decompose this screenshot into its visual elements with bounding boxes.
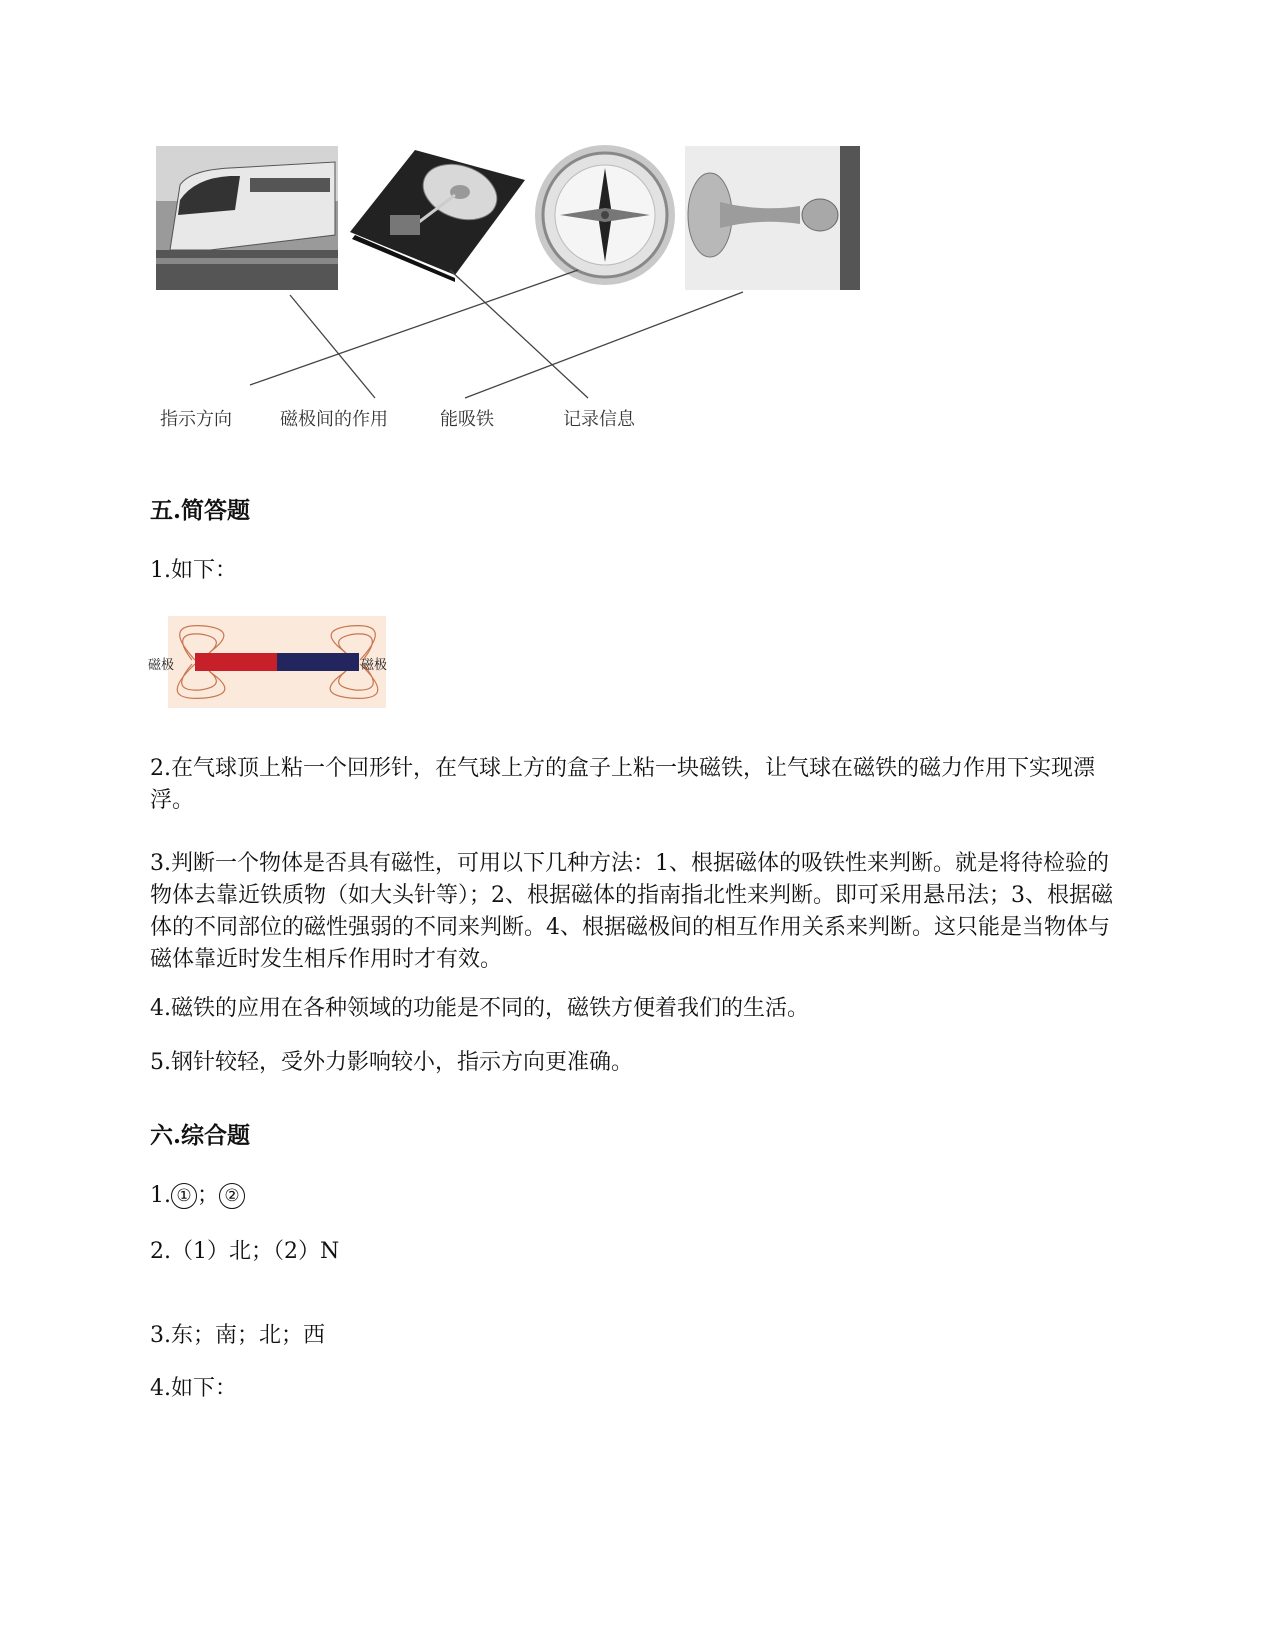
magnet-pole-right-label: 磁极 [361,658,388,673]
magnet-pole-left-label: 磁极 [148,658,175,673]
matching-figure [150,140,880,430]
label-record-info: 记录信息 [563,409,635,430]
matching-figure-svg [150,140,880,430]
compass-image [535,145,675,285]
circled-two: ② [219,1183,245,1209]
section-6-q2: 2.（1）北；（2）N [150,1239,340,1264]
section-5-q3: 3.判断一个物体是否具有磁性，可用以下几种方法：1、根据磁体的吸铁性来判断。就是将待检验的物体去靠近铁质物（如大头针等）；2、根据磁体的指南指北性来判断。即可采用悬吊法；3、根据磁体的不同部位的磁性强弱的不同来判断。4、根据磁极间的相互作用关系来判断。这只能是当物体与磁体靠近时发生相斥作用时才有效。 [150,851,1113,972]
section-6-q1-prefix: 1. [150,1183,171,1208]
section-5-q2: 2.在气球顶上粘一个回形针，在气球上方的盒子上粘一块磁铁，让气球在磁铁的磁力作用下实现漂浮。 [150,756,1095,813]
section-6-q3: 3.东；南；北；西 [150,1323,325,1348]
connector-line-disk [450,270,588,398]
magnet-blue-half [277,653,359,671]
connector-line-stopper [465,292,743,398]
bar-magnet-figure [150,612,410,712]
circled-one: ① [171,1183,197,1209]
door-stopper-image [685,146,860,290]
section-5-q4: 4.磁铁的应用在各种领域的功能是不同的，磁铁方便着我们的生活。 [150,996,809,1021]
section-5-heading: 五.简答题 [150,497,251,524]
maglev-train-image [156,146,338,290]
section-6-q1 [150,1180,1125,1212]
label-pole-interaction: 磁极间的作用 [280,409,388,430]
label-point-direction: 指示方向 [160,409,232,430]
section-6-heading: 六.综合题 [150,1122,251,1149]
section-6-q4: 4.如下： [150,1376,237,1401]
magnet-red-half [195,653,277,671]
hard-disk-image [350,150,525,282]
connector-line-train [290,295,375,398]
label-attract-iron: 能吸铁 [440,409,494,430]
section-6-q1-separator: ； [197,1183,220,1208]
section-5-q1: 1.如下： [150,558,237,583]
section-5-q5: 5.钢针较轻，受外力影响较小，指示方向更准确。 [150,1050,633,1075]
